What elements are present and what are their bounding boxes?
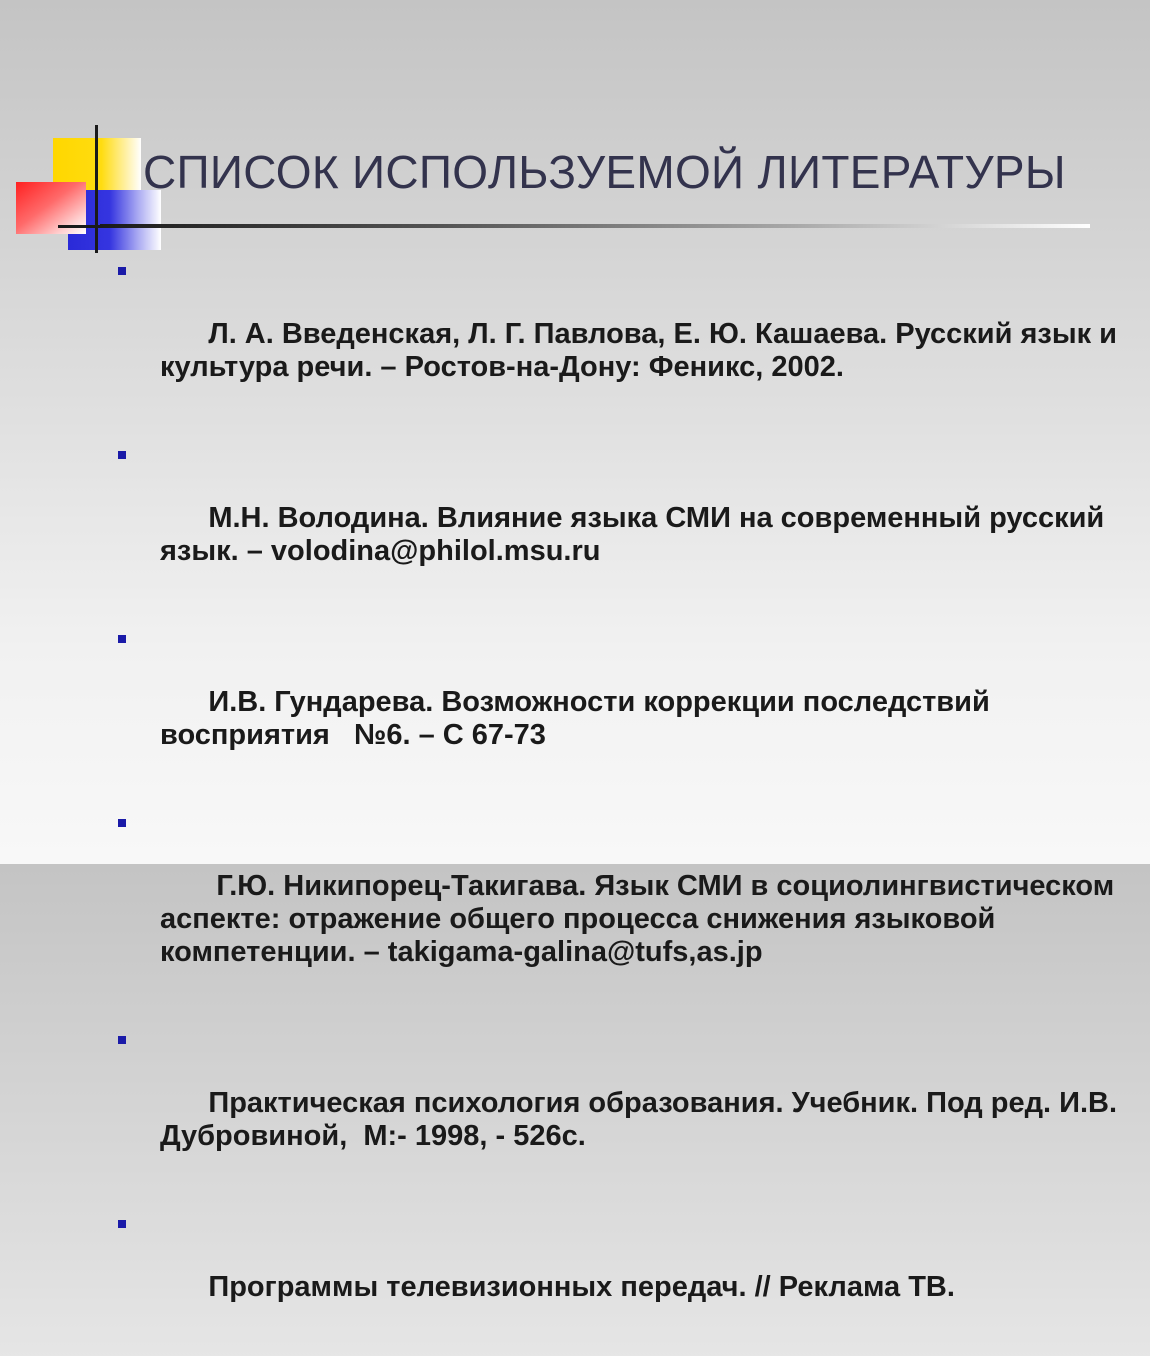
reference-text: Л. А. Введенская, Л. Г. Павлова, Е. Ю. Кашаева. Русский язык и культура речи. – Ростов-на-Дону: Феникс, 2002.	[160, 318, 1126, 383]
reference-item	[118, 1205, 1118, 1337]
reference-item	[118, 252, 1126, 417]
reference-text: М.Н. Володина. Влияние языка СМИ на современный русский язык. – volodina@philol.msu.ru	[160, 502, 1113, 567]
reference-list	[118, 252, 1126, 1356]
reference-text: Практическая психология образования. Учебник. Под ред. И.В. Дубровиной, М:- 1998, - 526с.	[160, 1087, 1126, 1152]
square-bullet-icon	[118, 451, 126, 459]
reference-item	[118, 1021, 1126, 1186]
slide-title: СПИСОК ИСПОЛЬЗУЕМОЙ ЛИТЕРАТУРЫ	[143, 146, 1066, 198]
square-bullet-icon	[118, 819, 126, 827]
reference-item	[118, 804, 1123, 1002]
reference-item	[118, 436, 1118, 601]
square-bullet-icon	[118, 635, 126, 643]
reference-item	[118, 620, 1118, 785]
square-bullet-icon	[118, 1036, 126, 1044]
reference-text: И.В. Гундарева. Возможности коррекции последствий восприятия №6. – С 67-73	[160, 686, 998, 751]
square-bullet-icon	[118, 1220, 126, 1228]
square-bullet-icon	[118, 267, 126, 275]
reference-text: Программы телевизионных передач. // Реклама ТВ.	[208, 1271, 955, 1303]
title-divider	[100, 224, 1090, 228]
decor-vertical-line	[95, 125, 98, 253]
reference-text: Г.Ю. Никипорец-Такигава. Язык СМИ в социолингвистическом аспекте: отражение общего процесса снижения языковой компетенции. – takigama-galina@tufs,as.jp	[160, 870, 1123, 968]
